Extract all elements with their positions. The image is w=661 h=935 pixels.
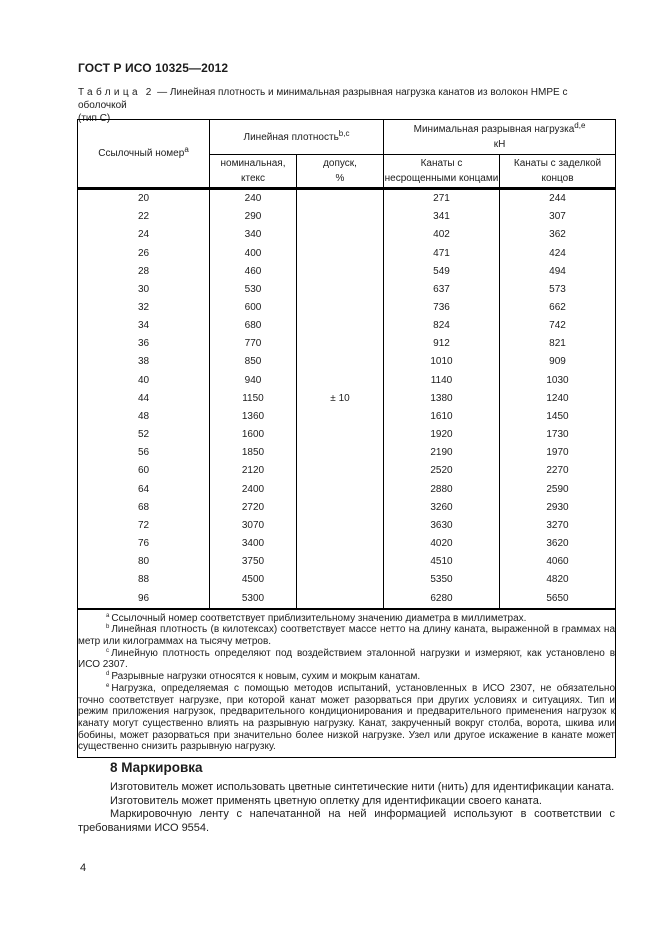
cell-spliced: 362 [500, 226, 616, 244]
header-unspliced: Канаты с несрощенными концами [384, 155, 500, 189]
cell-unspliced: 2880 [384, 481, 500, 499]
caption-number: 2 [145, 87, 152, 98]
cell-spliced: 742 [500, 317, 616, 335]
cell-nominal: 340 [210, 226, 297, 244]
cell-spliced: 3620 [500, 535, 616, 553]
cell-unspliced: 3630 [384, 517, 500, 535]
header-tolerance: допуск, % [297, 155, 384, 189]
cell-unspliced: 341 [384, 208, 500, 226]
footnote-d: $^d$ Разрывные нагрузки относятся к новым, сухим и мокрым канатам. [106, 671, 421, 683]
cell-unspliced: 736 [384, 299, 500, 317]
cell-ref: 56 [78, 444, 210, 462]
footnote-c: $^c$ Линейную плотность определяют под воздействием эталонной нагрузки и измеряют, как установлено в ИСО 2307. [78, 647, 616, 671]
footnote-ref: b,c [338, 128, 350, 138]
footnotes-row [78, 609, 616, 758]
header-nominal: номинальная, ктекс [210, 155, 297, 189]
cell-unspliced: 6280 [384, 589, 500, 608]
footnote-a: $^a$ Ссылочный номер соответствует приблизительному значению диаметра в миллиметрах. [106, 612, 527, 624]
footnote-ref: a [184, 145, 189, 154]
cell-nominal: 530 [210, 281, 297, 299]
cell-ref: 28 [78, 263, 210, 281]
unit-label: кН [493, 139, 506, 150]
cell-ref: 52 [78, 426, 210, 444]
cell-nominal: 600 [210, 299, 297, 317]
footnote-b: $^b$ Линейная плотность (в килотексах) соответствует массе нетто на длину каната, выраженной в граммах на метр или килограммах на тысячу метров. [78, 624, 616, 647]
cell-unspliced: 1610 [384, 408, 500, 426]
header-breaking-load: Минимальная разрывная нагрузка$^{d,e}$ кН [384, 120, 616, 155]
cell-ref: 72 [78, 517, 210, 535]
table-footnotes [78, 609, 616, 758]
cell-spliced: 4060 [500, 553, 616, 571]
cell-nominal: 240 [210, 189, 297, 209]
footnote-ref: d,e [574, 121, 586, 130]
cell-unspliced: 1140 [384, 372, 500, 390]
cell-spliced: 2270 [500, 462, 616, 480]
section-body [78, 781, 615, 835]
cell-nominal: 460 [210, 263, 297, 281]
cell-unspliced: 402 [384, 226, 500, 244]
cell-spliced: 909 [500, 353, 616, 371]
cell-nominal: 940 [210, 372, 297, 390]
standard-id: ГОСТ Р ИСО 10325—2012 [78, 61, 229, 75]
cell-spliced: 1030 [500, 372, 616, 390]
cell-unspliced: 1380 [384, 390, 500, 408]
cell-unspliced: 5350 [384, 571, 500, 589]
cell-spliced: 307 [500, 208, 616, 226]
cell-nominal: 1150 [210, 390, 297, 408]
cell-nominal: 1850 [210, 444, 297, 462]
cell-nominal: 3070 [210, 517, 297, 535]
cell-ref: 68 [78, 499, 210, 517]
cell-ref: 88 [78, 571, 210, 589]
cell-ref: 36 [78, 335, 210, 353]
cell-spliced: 821 [500, 335, 616, 353]
cell-ref: 60 [78, 462, 210, 480]
cell-unspliced: 824 [384, 317, 500, 335]
cell-spliced: 5650 [500, 589, 616, 608]
page-number: 4 [80, 862, 87, 874]
caption-title: — Линейная плотность и минимальная разрывная нагрузка канатов из волокон HMPE с оболочкой [78, 87, 568, 111]
cell-unspliced: 2520 [384, 462, 500, 480]
cell-nominal: 290 [210, 208, 297, 226]
cell-nominal: 5300 [210, 589, 297, 608]
paragraph: Изготовитель может использовать цветные синтетические нити (нить) для идентификации каната. [110, 781, 615, 793]
cell-ref: 80 [78, 553, 210, 571]
cell-nominal: 2400 [210, 481, 297, 499]
cell-unspliced: 1010 [384, 353, 500, 371]
section-heading: 8 Маркировка [110, 760, 203, 775]
cell-ref: 22 [78, 208, 210, 226]
cell-spliced: 4820 [500, 571, 616, 589]
cell-nominal: 2120 [210, 462, 297, 480]
cell-ref: 76 [78, 535, 210, 553]
cell-ref: 20 [78, 189, 210, 209]
cell-spliced: 3270 [500, 517, 616, 535]
cell-unspliced: 912 [384, 335, 500, 353]
cell-spliced: 1730 [500, 426, 616, 444]
header-ref-number: Ссылочный номер$^a$ [78, 120, 210, 189]
cell-ref: 26 [78, 244, 210, 262]
cell-ref: 38 [78, 353, 210, 371]
cell-nominal: 850 [210, 353, 297, 371]
cell-nominal: 1600 [210, 426, 297, 444]
cell-nominal: 2720 [210, 499, 297, 517]
cell-unspliced: 4510 [384, 553, 500, 571]
cell-spliced: 2590 [500, 481, 616, 499]
cell-tolerance: ± 10 [297, 189, 384, 609]
cell-spliced: 244 [500, 189, 616, 209]
paragraph: Изготовитель может применять цветную оплетку для идентификации своего каната. [110, 794, 542, 807]
cell-ref: 96 [78, 589, 210, 608]
cell-unspliced: 637 [384, 281, 500, 299]
header-row-1 [78, 120, 616, 155]
cell-spliced: 1450 [500, 408, 616, 426]
header-linear-density: Линейная плотность$^{b,c}$ [210, 120, 384, 155]
cell-unspliced: 271 [384, 189, 500, 209]
table-row [78, 189, 616, 209]
cell-unspliced: 3260 [384, 499, 500, 517]
cell-ref: 30 [78, 281, 210, 299]
cell-spliced: 494 [500, 263, 616, 281]
cell-ref: 44 [78, 390, 210, 408]
cell-ref: 40 [78, 372, 210, 390]
header-spliced: Канаты с заделкой концов [500, 155, 616, 189]
cell-ref: 34 [78, 317, 210, 335]
cell-nominal: 3400 [210, 535, 297, 553]
cell-unspliced: 549 [384, 263, 500, 281]
cell-spliced: 1240 [500, 390, 616, 408]
caption-title-cont: (тип С) [78, 113, 111, 124]
rope-properties-table [77, 119, 616, 758]
paragraph: Маркировочную ленту с напечатанной на ней информацией используют в соответствии с требованиями ИСО 9554. [78, 808, 615, 834]
cell-spliced: 2930 [500, 499, 616, 517]
cell-spliced: 573 [500, 281, 616, 299]
cell-nominal: 3750 [210, 553, 297, 571]
cell-nominal: 400 [210, 244, 297, 262]
cell-unspliced: 1920 [384, 426, 500, 444]
caption-label: Таблица [78, 87, 142, 98]
cell-nominal: 1360 [210, 408, 297, 426]
cell-unspliced: 2190 [384, 444, 500, 462]
cell-ref: 32 [78, 299, 210, 317]
cell-unspliced: 471 [384, 244, 500, 262]
cell-nominal: 770 [210, 335, 297, 353]
cell-unspliced: 4020 [384, 535, 500, 553]
cell-spliced: 662 [500, 299, 616, 317]
cell-ref: 48 [78, 408, 210, 426]
cell-spliced: 1970 [500, 444, 616, 462]
cell-spliced: 424 [500, 244, 616, 262]
cell-ref: 64 [78, 481, 210, 499]
cell-ref: 24 [78, 226, 210, 244]
cell-nominal: 4500 [210, 571, 297, 589]
footnote-e: $^e$ Нагрузка, определяемая с помощью методов испытаний, установленных в ИСО 2307, не обязательно точно соответствует нагрузке, при которой канат может разорваться при других условиях и ситуациях. Тип и режим приложения нагрузок, предварительного кондиционирования и предварительного применения нагрузок к канату могут существенно влиять на разрывную нагрузку. Канат, закрученный вокруг столба, ворота, шкива или бобины, может разорваться при значительно более низкой нагрузке. Узел или другое искажение в канате может существенно снизить разрывную нагрузку. [78, 682, 616, 753]
cell-nominal: 680 [210, 317, 297, 335]
